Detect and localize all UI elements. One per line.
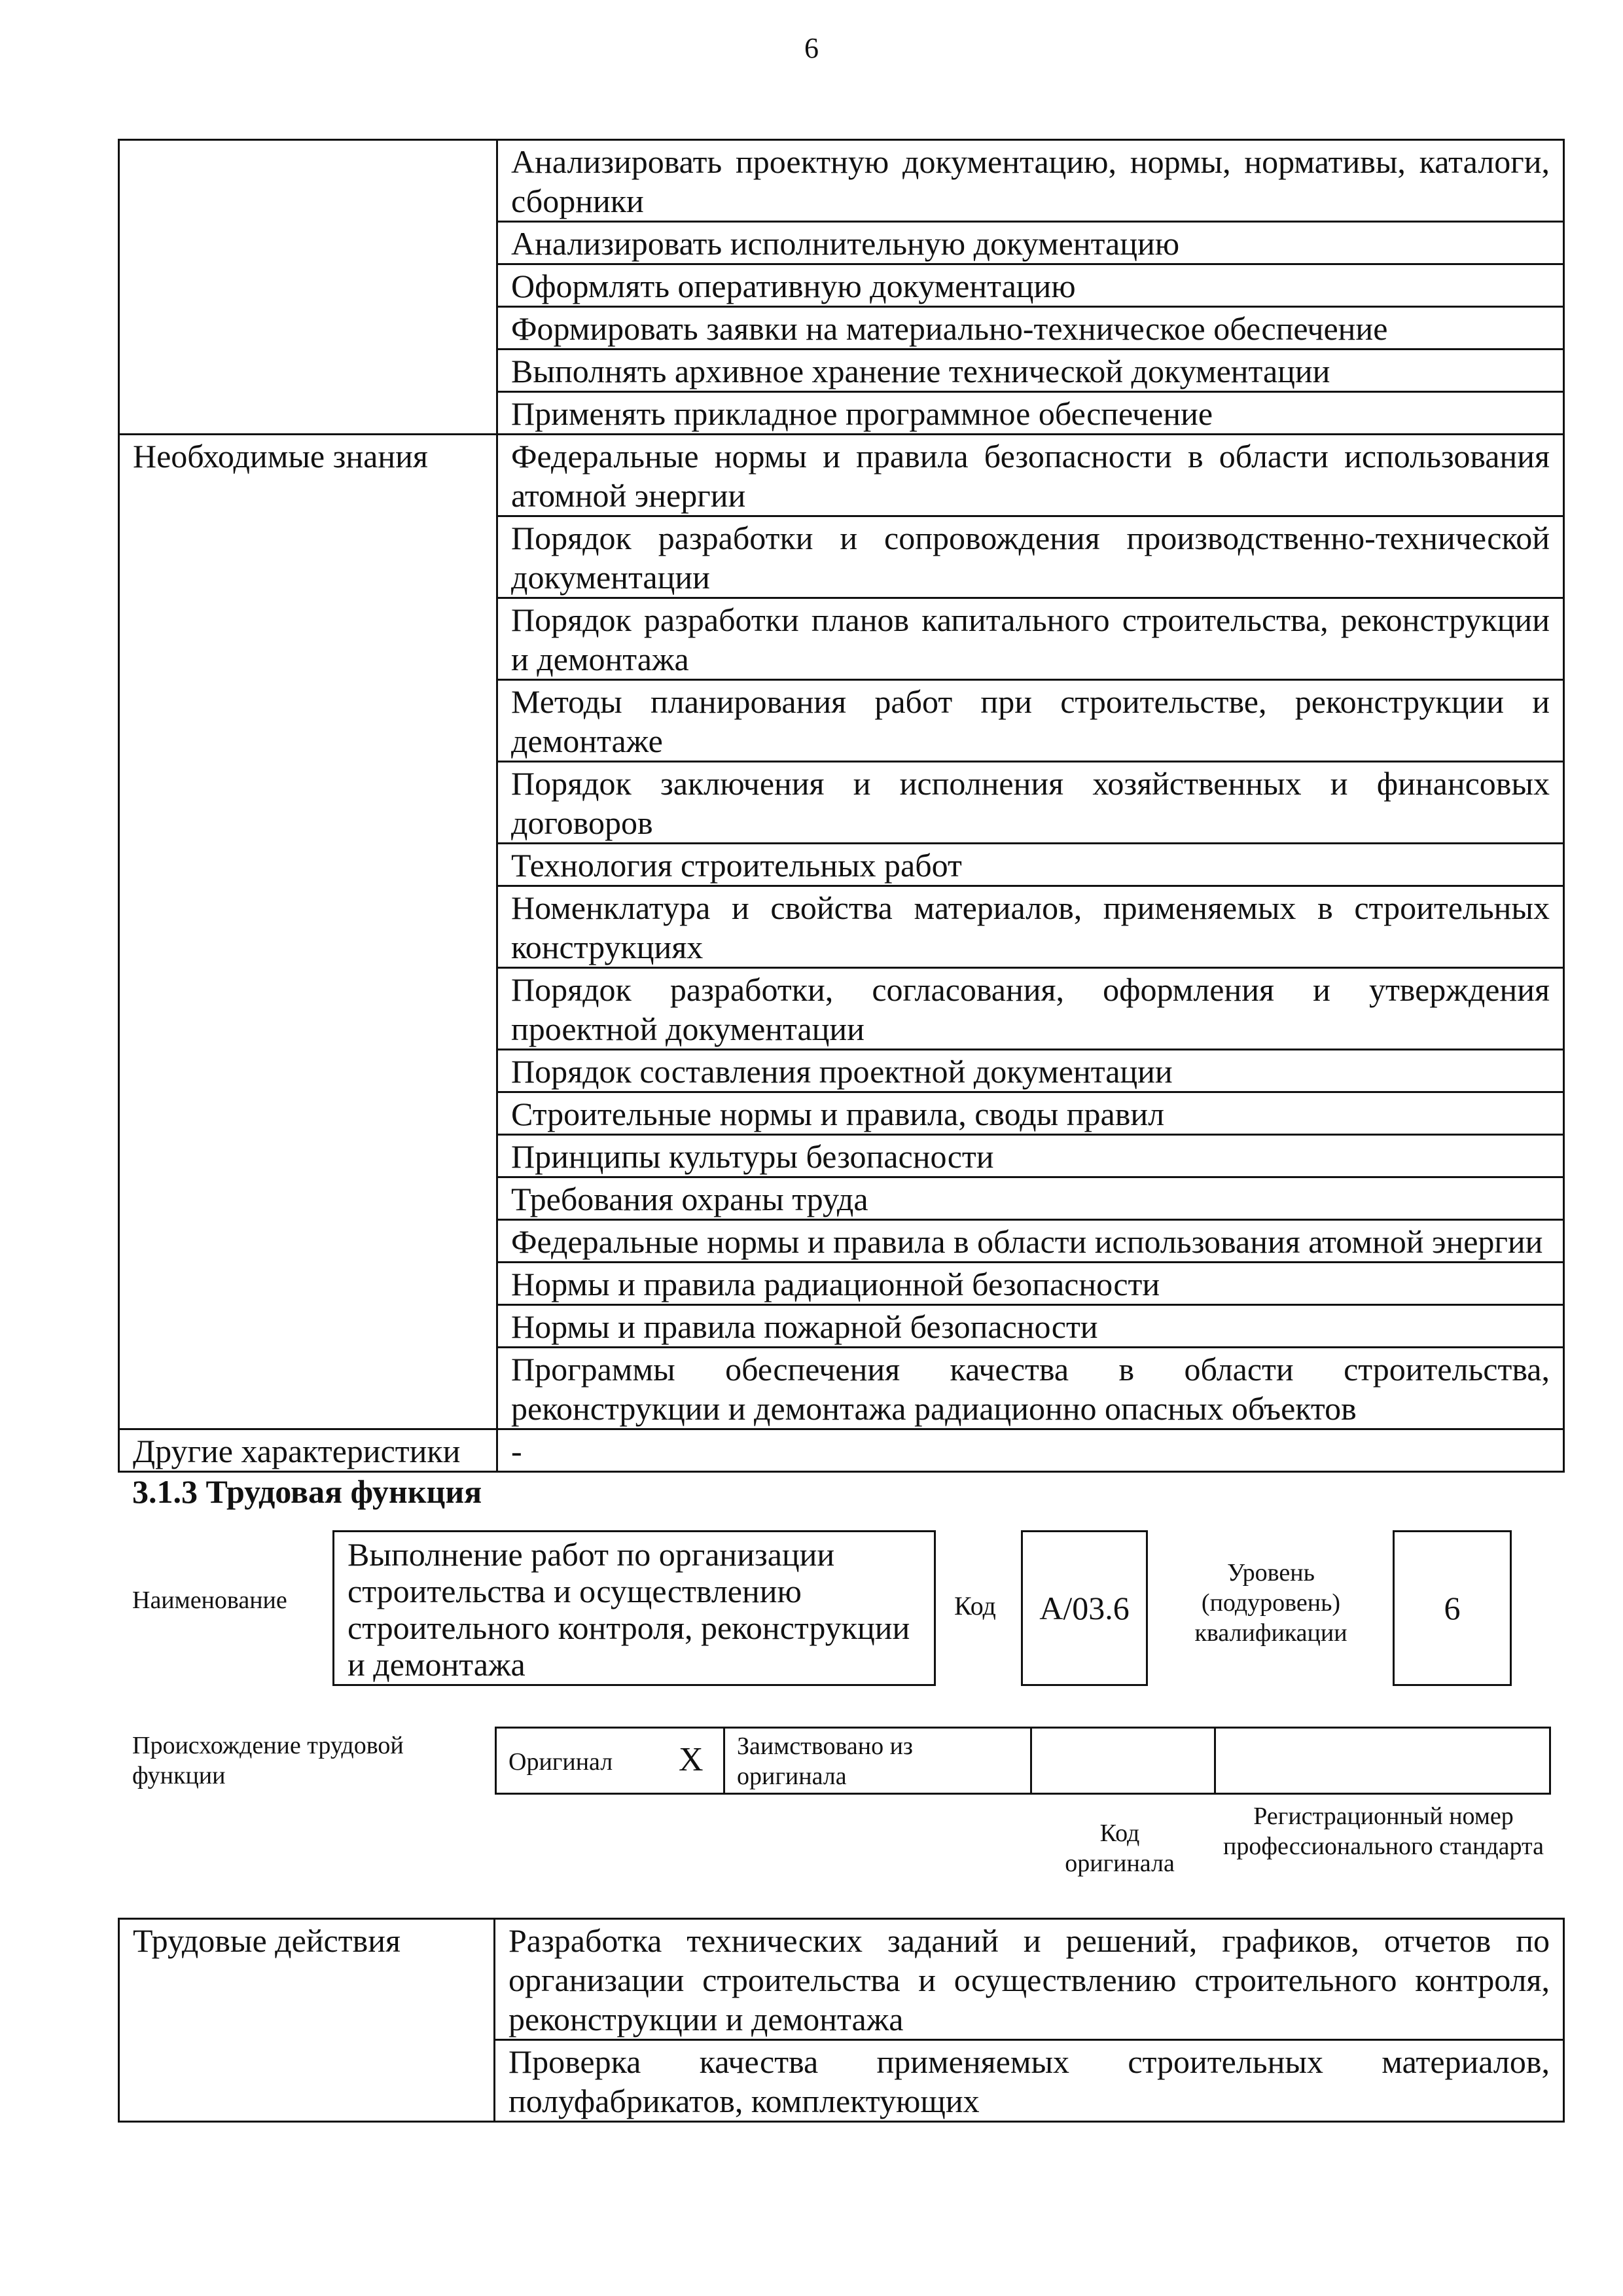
skill-item: Оформлять оперативную документацию [497,264,1564,307]
knowledge-item: Принципы культуры безопасности [497,1135,1564,1177]
qualification-level-box: 6 [1393,1530,1512,1686]
knowledge-item: Порядок заключения и исполнения хозяйственных и финансовых договоров [497,762,1564,844]
labor-actions-table [118,1918,1565,2123]
page-number: 6 [804,32,819,64]
original-label: Оригинал [508,1748,613,1776]
table-row [119,435,1564,516]
labor-action-item: Проверка качества применяемых строительных материалов, полуфабрикатов, комплектующих [495,2040,1564,2122]
table-row [119,140,1564,222]
knowledge-item: Порядок разработки, согласования, оформления и утверждения проектной документации [497,968,1564,1050]
knowledge-item: Порядок разработки и сопровождения производственно-технической документации [497,516,1564,598]
other-characteristics-label: Другие характеристики [119,1429,497,1472]
function-name-box: Выполнение работ по организации строительства и осуществлению строительного контроля, реконструкции и демонтажа [332,1530,936,1686]
code-label: Код [954,1591,996,1621]
knowledge-item: Нормы и правила радиационной безопасности [497,1263,1564,1305]
reg-number-cell [1216,1729,1549,1793]
knowledge-item: Методы планирования работ при строительстве, реконструкции и демонтаже [497,680,1564,762]
skill-item: Выполнять архивное хранение технической документации [497,350,1564,392]
origin-label: Происхождение трудовой функции [132,1732,404,1789]
other-characteristics-value: - [497,1429,1564,1472]
original-code-caption: Код оригинала [1065,1820,1175,1877]
skill-item: Анализировать проектную документацию, нормы, нормативы, каталоги, сборники [497,140,1564,222]
skill-item: Анализировать исполнительную документацию [497,222,1564,264]
reg-number-caption: Регистрационный номер профессионального стандарта [1223,1803,1544,1860]
original-mark: X [679,1741,704,1778]
knowledge-item: Требования охраны труда [497,1177,1564,1220]
table-row [119,1919,1564,2040]
borrowed-label: Заимствовано из оригинала [737,1732,913,1790]
skill-item: Формировать заявки на материально-техническое обеспечение [497,307,1564,350]
name-label: Наименование [132,1587,287,1614]
qualification-level-label: Уровень (подуровень) квалификации [1194,1559,1347,1647]
original-code-cell [1032,1729,1216,1793]
knowledge-item: Программы обеспечения качества в области строительства, реконструкции и демонтажа радиационно опасных объектов [497,1348,1564,1429]
knowledge-item: Номенклатура и свойства материалов, применяемых в строительных конструкциях [497,886,1564,968]
section-title: 3.1.3 Трудовая функция [132,1473,482,1510]
skills-label-cell [119,140,497,435]
knowledge-item: Строительные нормы и правила, своды правил [497,1092,1564,1135]
skill-item: Применять прикладное программное обеспечение [497,392,1564,435]
knowledge-item: Федеральные нормы и правила безопасности в области использования атомной энергии [497,435,1564,516]
knowledge-item: Порядок составления проектной документации [497,1050,1564,1092]
knowledge-item: Порядок разработки планов капитального строительства, реконструкции и демонтажа [497,598,1564,680]
labor-actions-label: Трудовые действия [119,1919,495,2122]
knowledge-item: Технология строительных работ [497,844,1564,886]
origin-row [495,1727,1551,1795]
knowledge-item: Федеральные нормы и правила в области использования атомной энергии [497,1220,1564,1263]
skills-knowledge-table [118,139,1565,1473]
knowledge-item: Нормы и правила пожарной безопасности [497,1305,1564,1348]
function-code-box: А/03.6 [1021,1530,1148,1686]
table-row [119,1429,1564,1472]
knowledge-label-cell: Необходимые знания [119,435,497,1429]
labor-action-item: Разработка технических заданий и решений, графиков, отчетов по организации строительства и осуществлению строительного контроля, реконструкции и демонтажа [495,1919,1564,2040]
